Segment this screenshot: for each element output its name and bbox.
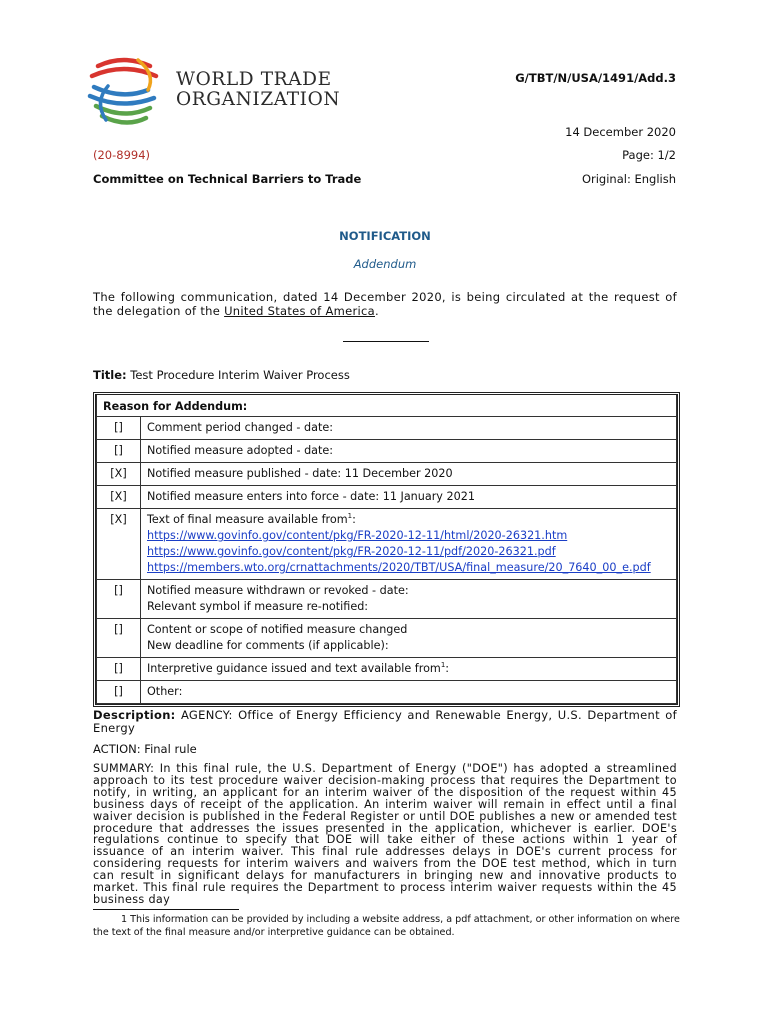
description-label: Description:	[93, 708, 176, 722]
checkbox-marker: []	[97, 658, 141, 681]
checkbox-marker: []	[97, 440, 141, 463]
row-text	[141, 509, 677, 580]
summary-paragraph: SUMMARY: In this final rule, the U.S. Department of Energy ("DOE") has adopted a streamlined approach to its test procedure waiver decision-making process that requires the Department to notify, in writing, an applicant for an interim waiver of the disposition of the request within 45 business days of receipt of the application. An interim waiver will remain in effect until a final waiver decision is published in the Federal Register or until DOE publishes a new or amended test procedure that addresses the issues presented in the application, whichever is earlier. DOE's regulations continue to specify that DOE will take either of these actions within 1 year of issuance of an interim waiver. This final rule addresses delays in DOE's current process for considering requests for interim waivers and waivers from the DOE test method, which in turn can result in significant delays for manufacturers in bringing new and innovative products to market. This final rule requires the Department to process interim waiver requests within the 45 business day	[93, 762, 677, 906]
org-line-2: ORGANIZATION	[176, 89, 341, 110]
table-row	[97, 486, 677, 509]
measure-link[interactable]: https://members.wto.org/crnattachments/2020/TBT/USA/final_measure/20_7640_00_e.pdf	[147, 561, 651, 574]
intro-end: .	[374, 303, 379, 318]
intro-text: The following communication, dated 14 December 2020, is being circulated at the request of the delegation of the	[93, 290, 677, 318]
checkbox-marker: []	[97, 580, 141, 619]
checkbox-marker: []	[97, 619, 141, 658]
checkbox-marker: [X]	[97, 509, 141, 580]
row-line: Comment period changed - date:	[147, 421, 333, 434]
row-line: Notified measure adopted - date:	[147, 444, 334, 457]
title-label: Title:	[93, 368, 127, 382]
footnote-ref: 1	[347, 512, 353, 520]
title-value: Test Procedure Interim Waiver Process	[130, 368, 350, 382]
row-line: Other:	[147, 685, 183, 698]
row-text	[141, 580, 677, 619]
checkbox-marker: []	[97, 417, 141, 440]
row-line: New deadline for comments (if applicable):	[147, 639, 389, 652]
addendum-subheading: Addendum	[353, 257, 417, 271]
row-text	[141, 681, 677, 704]
table-row	[97, 440, 677, 463]
page-number: Page: 1/2	[622, 148, 676, 162]
footnote-marker: 1	[121, 914, 128, 925]
row-line: Content or scope of notified measure changed	[147, 623, 408, 636]
committee-name: Committee on Technical Barriers to Trade	[93, 172, 362, 186]
footnote	[93, 913, 683, 939]
intro-paragraph	[93, 291, 677, 318]
document-reference: (20-8994)	[93, 148, 151, 162]
section-divider	[343, 341, 429, 342]
table-row	[97, 681, 677, 704]
reason-heading: Reason for Addendum:	[97, 395, 677, 417]
measure-link[interactable]: https://www.govinfo.gov/content/pkg/FR-2020-12-11/pdf/2020-26321.pdf	[147, 545, 556, 558]
table-row	[97, 580, 677, 619]
row-text	[141, 658, 677, 681]
checkbox-marker: [X]	[97, 486, 141, 509]
original-language: Original: English	[581, 172, 676, 186]
action-line: ACTION: Final rule	[93, 742, 197, 756]
row-line: Text of final measure available from$^1$:	[147, 512, 356, 526]
footnote-divider	[93, 909, 239, 910]
row-text	[141, 417, 677, 440]
table-row	[97, 658, 677, 681]
footnote-text: This information can be provided by including a website address, a pdf attachment, or other information on where the text of the final measure and/or interpretive guidance can be obtained.	[93, 914, 680, 938]
row-line: Relevant symbol if measure re-notified:	[147, 600, 369, 613]
row-text	[141, 440, 677, 463]
description	[93, 709, 677, 735]
checkbox-marker: []	[97, 681, 141, 704]
row-line: Notified measure withdrawn or revoked - date:	[147, 584, 409, 597]
document-symbol: G/TBT/N/USA/1491/Add.3	[515, 71, 676, 85]
table-row	[97, 463, 677, 486]
organization-name	[176, 70, 340, 110]
reason-table	[93, 392, 680, 707]
measure-link[interactable]: https://www.govinfo.gov/content/pkg/FR-2020-12-11/html/2020-26321.htm	[147, 529, 568, 542]
row-text	[141, 486, 677, 509]
footnote-ref: 1	[440, 661, 446, 669]
checkbox-marker: [X]	[97, 463, 141, 486]
row-text	[141, 619, 677, 658]
table-row	[97, 417, 677, 440]
document-date: 14 December 2020	[565, 125, 676, 139]
row-line: Notified measure published - date: 11 December 2020	[147, 467, 453, 480]
notification-heading: NOTIFICATION	[339, 229, 431, 243]
member-name: United States of America	[224, 303, 375, 318]
row-line: Notified measure enters into force - date: 11 January 2021	[147, 490, 475, 503]
table-row	[97, 509, 677, 580]
row-line: Interpretive guidance issued and text available from$^1$:	[147, 661, 450, 675]
description-text: AGENCY: Office of Energy Efficiency and Renewable Energy, U.S. Department of Energy	[93, 708, 677, 735]
table-row	[97, 619, 677, 658]
measure-title	[93, 368, 350, 382]
org-line-1: WORLD TRADE	[176, 69, 332, 90]
row-text	[141, 463, 677, 486]
